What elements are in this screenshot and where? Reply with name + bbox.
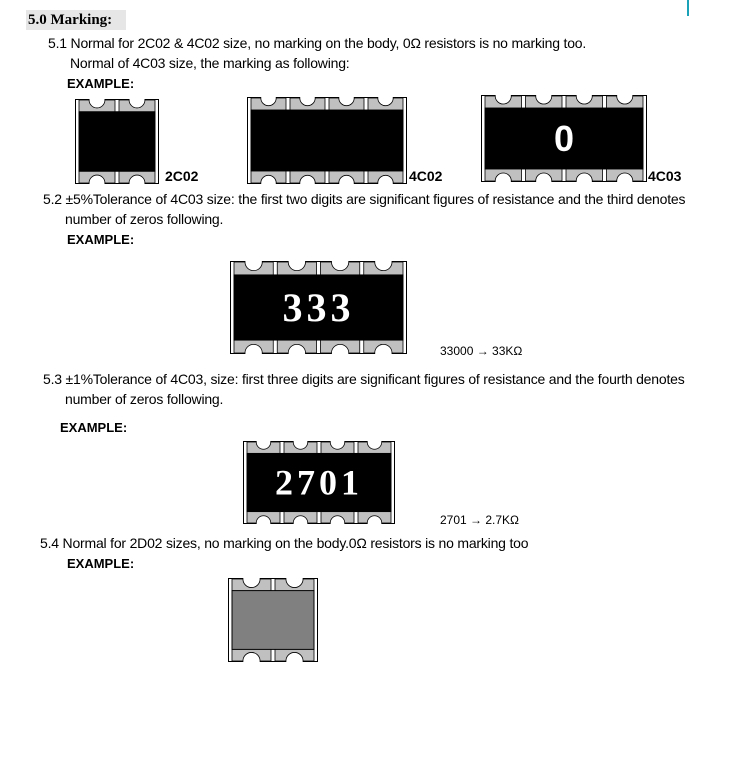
chip-2c02-diagram [75,99,159,184]
chip-2701-diagram [243,441,395,524]
s53-line1: 5.3 ±1%Tolerance of 4C03, size: first three digits are significant figures of resistance and the fourth denotes [43,371,685,387]
s53-line2: number of zeros following. [65,391,224,407]
s54-example-label: EXAMPLE: [67,556,135,571]
text-cursor [687,0,689,16]
chip-4c02-label: 4C02 [409,168,443,184]
chip-marking: 333 [282,285,355,330]
chip-333-diagram [230,261,407,354]
chip-4c02-diagram [247,97,407,184]
resistor-body [251,110,403,171]
chip-4c03-label: 4C03 [648,168,682,184]
s54-line1: 5.4 Normal for 2D02 sizes, no marking on the body.0Ω resistors is no marking too [40,535,529,551]
chip-4c03-diagram [481,95,647,182]
s51-line1: 5.1 Normal for 2C02 & 4C02 size, no marking on the body, 0Ω resistors is no marking too. [48,35,587,51]
resistor-body [232,591,314,650]
chip-marking: 2701 [275,462,363,503]
resistor-body [79,112,155,172]
s53-conversion: 2701 → 2.7KΩ [440,513,520,527]
s53-example-label: EXAMPLE: [60,420,128,435]
s52-conversion: 33000 → 33KΩ [440,344,523,358]
chip-2d02-diagram [228,578,318,662]
chip-marking: 0 [553,118,575,159]
s51-line2: Normal of 4C03 size, the marking as following: [70,55,350,71]
s51-example-label: EXAMPLE: [67,76,135,91]
s52-example-label: EXAMPLE: [67,232,135,247]
s52-line2: number of zeros following. [65,211,224,227]
section-heading: 5.0 Marking: [26,10,126,30]
chip-2c02-label: 2C02 [165,168,199,184]
s52-line1: 5.2 ±5%Tolerance of 4C03 size: the first two digits are significant figures of resistance and the third denotes [43,191,686,207]
